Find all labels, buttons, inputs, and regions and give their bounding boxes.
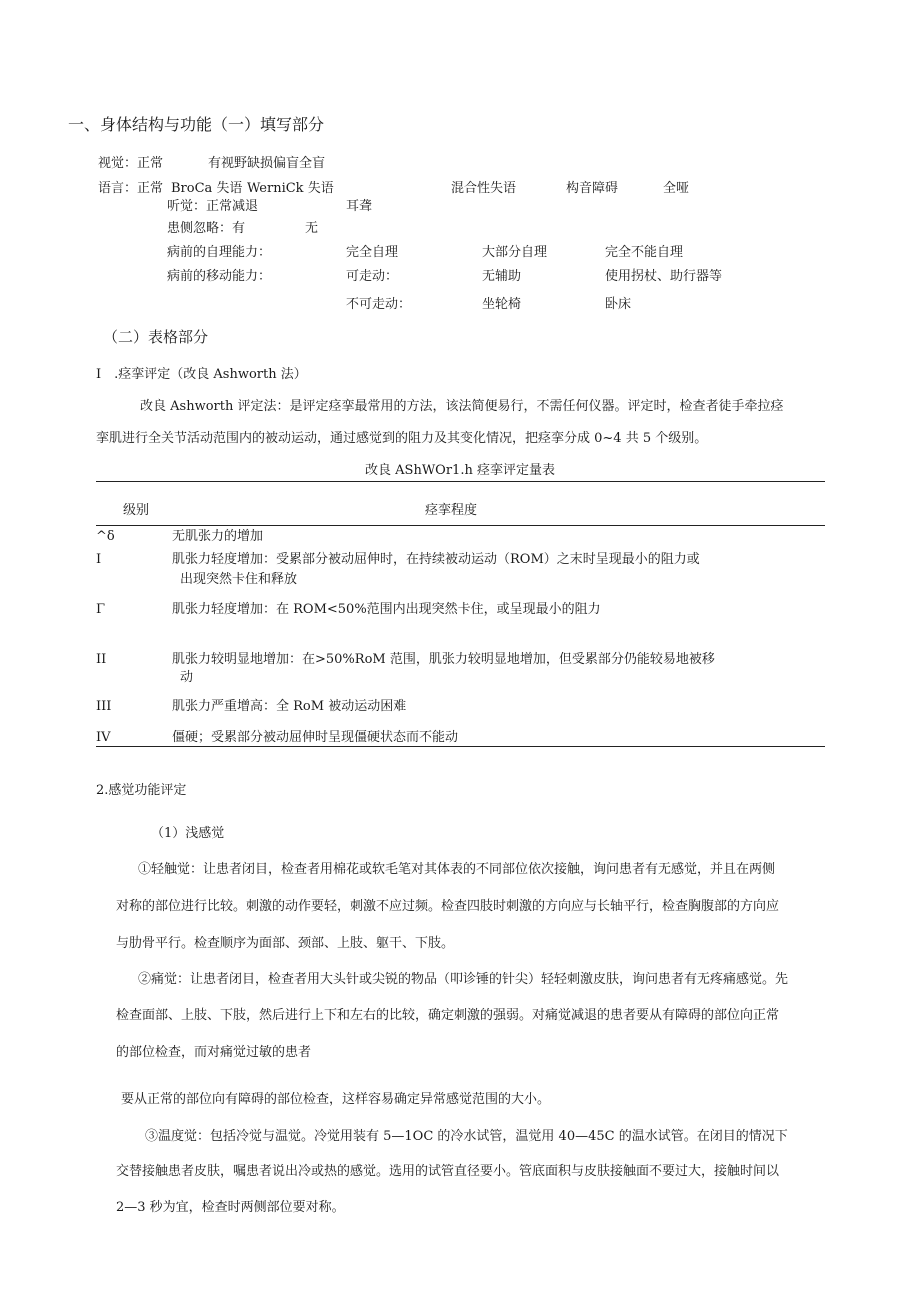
row-desc: 无肌张力的增加	[172, 529, 264, 544]
self-care-unable: 完全不能自理	[605, 245, 684, 260]
mobility-bedridden: 卧床	[605, 297, 632, 312]
row-desc: 肌张力轻度增加：在 ROM<50%范围内出现突然卡住，或呈现最小的阻力	[172, 602, 601, 617]
table-bottom-rule	[96, 746, 825, 747]
mobility-label: 病前的移动能力：	[167, 269, 272, 284]
neglect-label: 患侧忽略：有	[167, 221, 246, 236]
row-grade: ^δ	[96, 529, 115, 544]
neglect-none: 无	[305, 221, 319, 236]
row-desc: 肌张力较明显地增加：在>50%RoM 范围，肌张力较明显地增加，但受累部分仍能较易地被移	[172, 652, 715, 667]
vision-label: 视觉：正常	[98, 156, 164, 171]
ashworth-intro-line1: 改良 Ashworth 评定法：是评定痉挛最常用的方法，该法简便易行，不需任何仪器。评定时，检查者徒手牵拉痉	[140, 399, 784, 414]
row-desc-cont: 动	[180, 670, 194, 685]
touch-line2: 对称的部位进行比较。刺激的动作要轻，刺激不应过频。检查四肢时刺激的方向应与长轴平行，检查胸腹部的方向应	[116, 899, 780, 914]
section1-title: 一、身体结构与功能（一）填写部分	[68, 115, 325, 134]
pain-line1: ②痛觉：让患者闭目，检查者用大头针或尖锐的物品（叩诊锤的针尖）轻轻刺激皮肤，询问患者有无疼痛感觉。先	[138, 972, 789, 987]
row-desc-cont: 出现突然卡住和释放	[180, 572, 298, 587]
section2-title: （二）表格部分	[103, 328, 209, 346]
table-caption: 改良 AShWOr1.h 痉挛评定量表	[365, 463, 555, 478]
hearing-deaf: 耳聋	[346, 199, 373, 214]
pain-line4: 要从正常的部位向有障碍的部位检查，这样容易确定异常感觉范围的大小。	[121, 1092, 551, 1107]
temperature-line1: ③温度觉：包括冷觉与温觉。冷觉用装有 5—1OC 的冷水试管，温觉用 40—45C 的温水试管。在闭目的情况下	[145, 1129, 788, 1144]
language-mixed: 混合性失语	[451, 181, 517, 196]
self-care-most: 大部分自理	[482, 245, 548, 260]
mobility-non-walkable: 不可走动：	[346, 297, 412, 312]
self-care-label: 病前的自理能力：	[167, 245, 272, 260]
language-mute: 全哑	[663, 181, 690, 196]
row-grade: I	[96, 552, 102, 567]
spasticity-title: I .痉挛评定（改良 Ashworth 法）	[96, 367, 307, 382]
superficial-title: （1）浅感觉	[151, 826, 225, 841]
row-grade: II	[96, 652, 107, 667]
sensory-title: 2.感觉功能评定	[96, 783, 187, 798]
pain-line2: 检查面部、上肢、下肢，然后进行上下和左右的比较，确定刺激的强弱。对痛觉减退的患者要从有障碍的部位向正常	[116, 1008, 780, 1023]
row-grade: Γ	[96, 602, 106, 617]
mobility-unaided: 无辅助	[482, 269, 522, 284]
row-grade: III	[96, 699, 112, 714]
language-label: 语言：正常	[98, 181, 164, 196]
table-header-rule	[96, 525, 825, 526]
row-desc: 肌张力轻度增加：受累部分被动屈伸时，在持续被动运动（ROM）之末时呈现最小的阻力或	[172, 552, 700, 567]
touch-line1: ①轻触觉：让患者闭目，检查者用棉花或软毛笔对其体表的不同部位依次接触，询问患者有无感觉，并且在两侧	[138, 862, 776, 877]
temperature-line3: 2—3 秒为宜，检查时两侧部位要对称。	[116, 1200, 345, 1215]
temperature-line2: 交替接触患者皮肤，嘱患者说出冷或热的感觉。选用的试管直径要小。管底面积与皮肤接触面不要过大，接触时间以	[116, 1164, 780, 1179]
self-care-full: 完全自理	[346, 245, 399, 260]
pain-line3: 的部位检查，而对痛觉过敏的患者	[116, 1045, 312, 1060]
table-top-rule	[96, 481, 825, 482]
mobility-aided: 使用拐杖、助行器等	[605, 269, 723, 284]
row-desc: 肌张力严重增高：全 RoM 被动运动困难	[172, 699, 407, 714]
ashworth-intro-line2: 挛肌进行全关节活动范围内的被动运动，通过感觉到的阻力及其变化情况，把痉挛分成 0~4 共 5 个级别。	[96, 431, 708, 446]
touch-line3: 与肋骨平行。检查顺序为面部、颈部、上肢、躯干、下肢。	[116, 936, 455, 951]
language-wernicke: WerniCk 失语	[247, 181, 334, 196]
row-desc: 僵硬；受累部分被动屈伸时呈现僵硬状态而不能动	[172, 730, 459, 745]
vision-options: 有视野缺损偏盲全盲	[208, 156, 326, 171]
language-dysarthria: 构音障碍	[566, 181, 619, 196]
table-header-degree: 痉挛程度	[425, 503, 478, 518]
mobility-walkable: 可走动：	[346, 269, 399, 284]
hearing-label: 听觉：正常减退	[167, 199, 259, 214]
table-header-grade: 级别	[123, 503, 150, 518]
language-broca: BroCa 失语	[171, 181, 243, 196]
row-grade: IV	[96, 730, 111, 745]
mobility-wheelchair: 坐轮椅	[482, 297, 522, 312]
